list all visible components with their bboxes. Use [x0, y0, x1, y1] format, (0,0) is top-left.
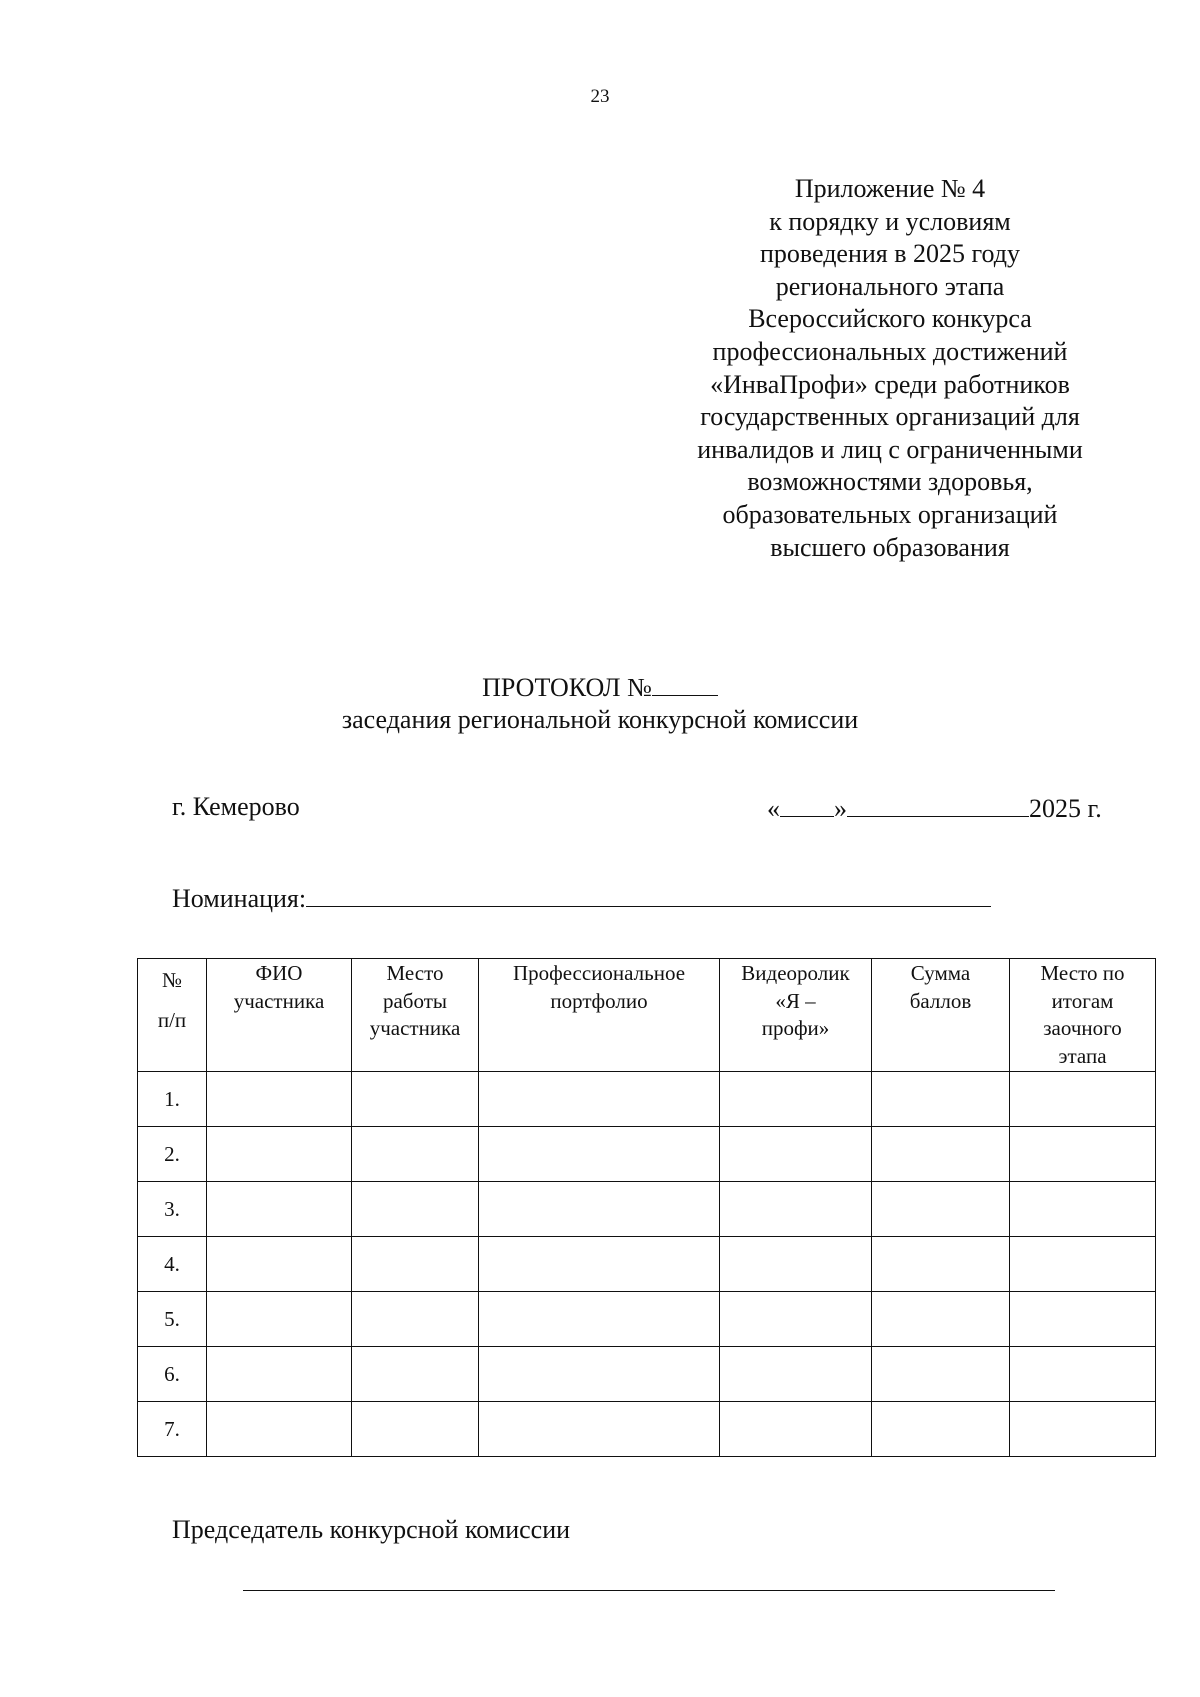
empty-cell [1010, 1402, 1156, 1457]
empty-cell [479, 1237, 720, 1292]
column-header-line: этапа [1058, 1043, 1107, 1068]
empty-cell [1010, 1072, 1156, 1127]
column-header [720, 959, 872, 1072]
column-header-line: заочного [1043, 1016, 1122, 1040]
row-number: 6. [138, 1347, 207, 1402]
column-header-line: работы [382, 988, 447, 1013]
empty-cell [1010, 1182, 1156, 1237]
date-year: 2025 г. [1029, 794, 1102, 823]
empty-cell [207, 1182, 352, 1237]
appendix-line: государственных организаций для [700, 402, 1080, 432]
empty-cell [1010, 1292, 1156, 1347]
row-number: 4. [138, 1237, 207, 1292]
appendix-line: проведения в 2025 году [759, 239, 1021, 269]
appendix-line: Всероссийского конкурса [748, 304, 1032, 334]
column-header [872, 959, 1010, 1072]
table-row [138, 1127, 1156, 1182]
table-header-row [138, 959, 1156, 1072]
empty-cell [479, 1072, 720, 1127]
empty-cell [207, 1402, 352, 1457]
date-field [767, 790, 1102, 826]
empty-cell [479, 1182, 720, 1237]
column-header-line: портфолио [550, 988, 648, 1013]
empty-cell [352, 1127, 479, 1182]
appendix-line: к порядку и условиям [769, 206, 1011, 236]
column-header-line: Сумма [910, 961, 971, 985]
page-number: 23 [590, 86, 610, 107]
appendix-line: высшего образования [770, 532, 1010, 562]
empty-cell [872, 1072, 1010, 1127]
column-header-line: Место по [1040, 961, 1125, 985]
empty-cell [872, 1237, 1010, 1292]
column-header-line: баллов [909, 988, 972, 1013]
appendix-line: «ИнваПрофи» среди работников [710, 369, 1070, 399]
column-header [1010, 959, 1156, 1072]
empty-cell [207, 1347, 352, 1402]
empty-cell [1010, 1127, 1156, 1182]
row-number: 3. [138, 1182, 207, 1237]
empty-cell [479, 1402, 720, 1457]
empty-cell [872, 1402, 1010, 1457]
empty-cell [872, 1292, 1010, 1347]
empty-cell [720, 1402, 872, 1457]
row-number: 1. [138, 1072, 207, 1127]
appendix-line: образовательных организаций [722, 499, 1058, 529]
nomination-field [172, 880, 991, 916]
column-header-line: профи» [761, 1016, 830, 1040]
empty-cell [352, 1072, 479, 1127]
column-header-line: участника [233, 988, 325, 1013]
city: г. Кемерово [172, 792, 300, 821]
column-header-line: итогам [1051, 988, 1114, 1013]
table-row [138, 1402, 1156, 1457]
table-row [138, 1072, 1156, 1127]
date-open-quote: « [767, 794, 780, 823]
empty-cell [207, 1127, 352, 1182]
protocol-number-blank [652, 669, 718, 696]
column-header-line: № [161, 968, 183, 992]
column-header [207, 959, 352, 1072]
protocol-title [0, 669, 1200, 705]
day-blank [780, 790, 834, 817]
empty-cell [720, 1292, 872, 1347]
empty-cell [207, 1292, 352, 1347]
empty-cell [872, 1347, 1010, 1402]
chair-label: Председатель конкурсной комиссии [172, 1515, 571, 1544]
column-header-line: участника [369, 1016, 461, 1040]
column-header-line: «Я – [775, 988, 816, 1013]
empty-cell [352, 1347, 479, 1402]
appendix-line: возможностями здоровья, [747, 467, 1033, 497]
table-row [138, 1292, 1156, 1347]
table-row [138, 1182, 1156, 1237]
table-row [138, 1237, 1156, 1292]
empty-cell [352, 1292, 479, 1347]
appendix-line: регионального этапа [775, 271, 1005, 301]
empty-cell [479, 1292, 720, 1347]
empty-cell [352, 1237, 479, 1292]
protocol-subtitle: заседания региональной конкурсной комиссии [341, 705, 859, 734]
column-header [138, 959, 207, 1072]
empty-cell [720, 1347, 872, 1402]
empty-cell [720, 1182, 872, 1237]
empty-cell [720, 1237, 872, 1292]
empty-cell [352, 1182, 479, 1237]
column-header [479, 959, 720, 1072]
signature-line [243, 1590, 1055, 1591]
empty-cell [207, 1237, 352, 1292]
appendix-line: Приложение № 4 [794, 174, 986, 203]
row-number: 7. [138, 1402, 207, 1457]
empty-cell [1010, 1347, 1156, 1402]
month-blank [847, 790, 1029, 817]
empty-cell [207, 1072, 352, 1127]
empty-cell [720, 1072, 872, 1127]
row-number: 2. [138, 1127, 207, 1182]
date-close-quote: » [834, 794, 847, 823]
empty-cell [720, 1127, 872, 1182]
empty-cell [872, 1127, 1010, 1182]
empty-cell [479, 1127, 720, 1182]
table-row [138, 1347, 1156, 1402]
appendix-line: инвалидов и лиц с ограниченными [697, 434, 1083, 464]
appendix-heading [660, 173, 1120, 564]
nomination-blank [306, 880, 991, 907]
column-header-line: Место [386, 961, 444, 985]
appendix-line: профессиональных достижений [712, 336, 1068, 366]
empty-cell [1010, 1237, 1156, 1292]
results-table [137, 958, 1156, 1457]
column-header [352, 959, 479, 1072]
column-header-line: ФИО [255, 961, 303, 985]
empty-cell [479, 1347, 720, 1402]
column-header-line: Профессиональное [512, 961, 686, 985]
column-header-line: Видеоролик [741, 961, 850, 985]
protocol-title-text: ПРОТОКОЛ № [482, 673, 652, 702]
row-number: 5. [138, 1292, 207, 1347]
empty-cell [352, 1402, 479, 1457]
empty-cell [872, 1182, 1010, 1237]
nomination-label: Номинация: [172, 884, 307, 913]
column-header-line: п/п [157, 1008, 187, 1032]
